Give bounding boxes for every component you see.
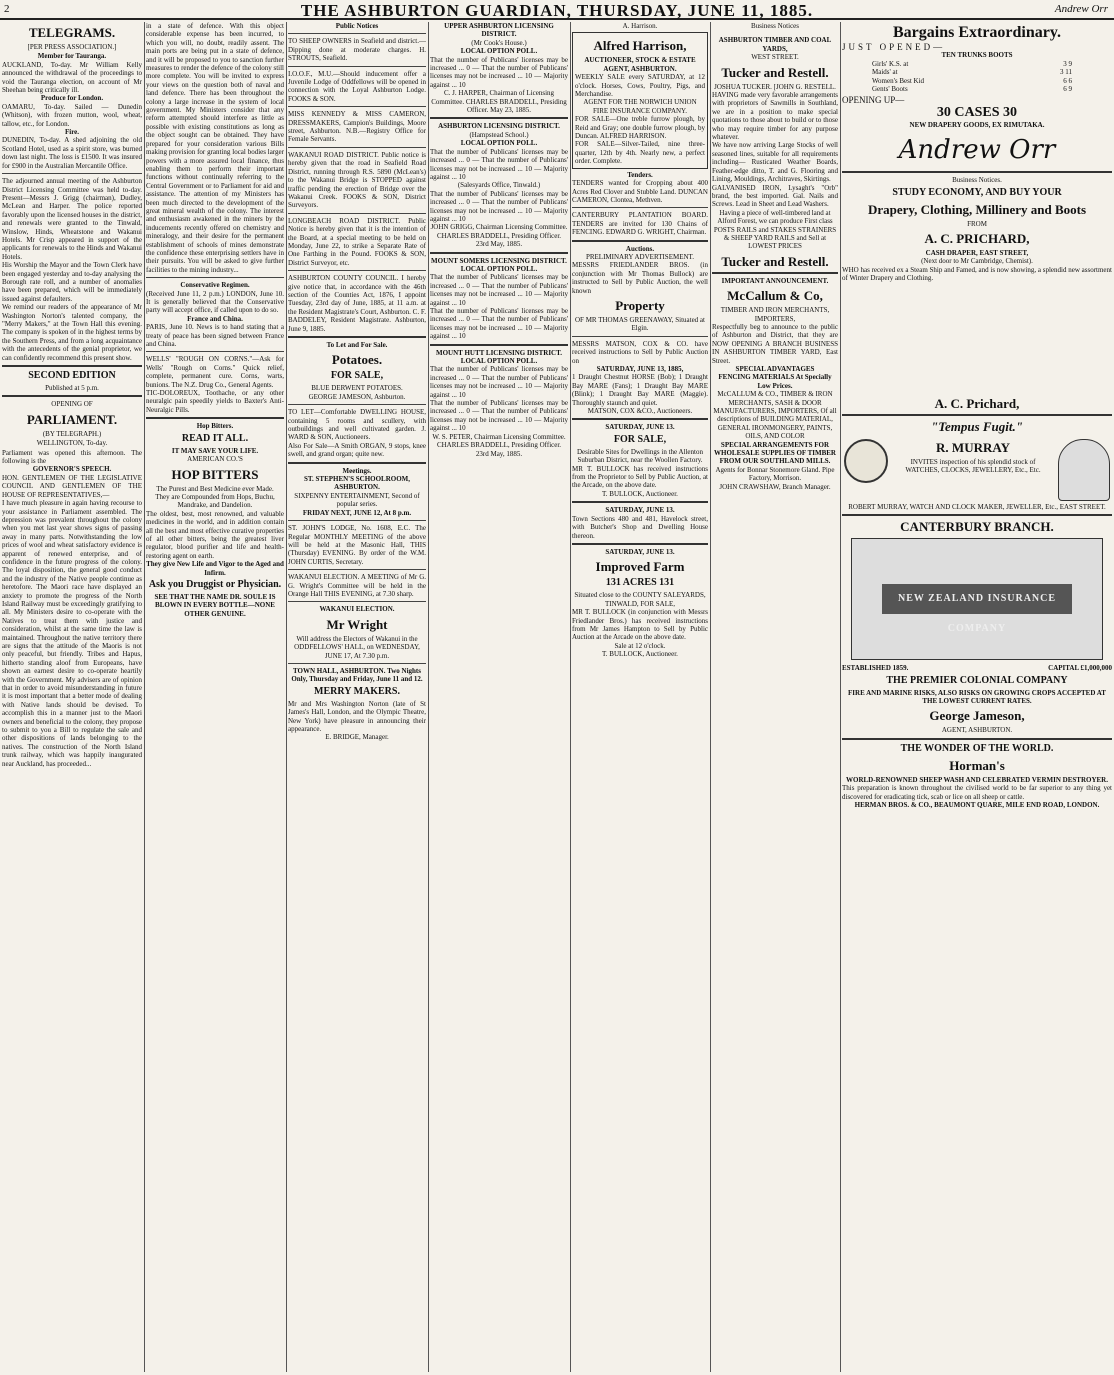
notice: MR T. BULLOCK (in conjunction with Messrs Friedlander Bros.) has received instructions from Mr James Hampton to Sell by Public Auction at the Arcade on the above date. <box>572 608 708 642</box>
notice: FRIDAY NEXT, JUNE 12, At 8 p.m. <box>302 508 412 517</box>
news-body: OAMARU, To-day. Sailed — Dunedin (Whitson), with frozen mutton, wool, wheat, tallow, etc., for London. <box>2 102 142 128</box>
column-rule <box>840 22 841 1372</box>
column-rule <box>428 22 429 1372</box>
acres: 131 ACRES 131 <box>605 577 675 589</box>
poll-table: That the number of Publicans' licenses may be increased ... 0 — That the number of Publicans' licenses may not be increased ... 10 — Majority against ... 10 <box>430 307 568 341</box>
column-licensing <box>430 22 568 1372</box>
telegrams-heading: TELEGRAMS. <box>28 25 116 40</box>
jameson-name: George Jameson, <box>929 708 1025 724</box>
news-body: Parliament was opened this afternoon. The following is the <box>2 448 142 466</box>
notice: Agents for Bonnar Stonemore Gland. Pipe Factory, Morrison. <box>715 465 835 483</box>
jameson-agent: AGENT, ASHBURTON. <box>941 726 1013 735</box>
prichard-next: (Next door to Mr Cambridge, Chemist). <box>921 257 1033 266</box>
cable-heading: France and China. <box>187 314 243 323</box>
speech-body: in a state of defence. With this object considerable expense has been incurred, to which you will, no doubt, readily assent. The main ports are being put in a state of defence, and it will be proposed to you to sanction further measures to render the defence of the colony still more complete. You will be invited to express your views on the question both of naval and land defence. There has been throughout the colony a large increase in the system of local government. My Ministers consider that any reform attempted should interfere as little as possible with existing constitutions as long as the object sought can be obtained. They have prepared for your consideration various Bills making provision for granting local bodies larger powers with a more assured local finance, thus enabling them to perform their important functions without continually referring to the Central Government or to Parliament for aid and assistance. The attention of my Ministers has been much directed to the development of the great mineral wealth of the colony. The interest and enthusiasm awakened in the miners by the inducements recently offered on chemistry and mineralogy, and their desire for the permanent establishment of schools of mines demonstrate the confidence these enterprising settlers have in their pursuits. You will be asked to give further facilities to the mining industry... <box>146 22 284 274</box>
pocket-watch-icon <box>844 439 888 483</box>
notice-heading: WAKANUI ELECTION. <box>319 605 395 614</box>
column-rule <box>570 22 571 1372</box>
notice: ST. JOHN'S LODGE, No. 1608, E.C. The Regular MONTHLY MEETING of the above will be held at the Masonic Hall, THIS (Thursday) EVENING. By order of the W.M. JOHN CURTIS, Secretary. <box>288 524 426 566</box>
notice: JOSHUA TUCKER. [JOHN G. RESTELL. <box>714 82 836 91</box>
notice: SATURDAY, JUNE 13. <box>605 423 675 432</box>
ad-text: TIC-DOLOREUX, Toothache, or any other neuralgic pain speedily yields to Baxter's Anti-Neuralgic Pills. <box>146 389 284 414</box>
prichard-sig: A. C. Prichard, <box>934 395 1020 411</box>
murray-body: INVITES inspection of his splendid stock of WATCHES, CLOCKS, JEWELLERY, Etc., Etc. <box>905 457 1041 475</box>
notice-heading: LOCAL OPTION POLL. <box>460 264 538 273</box>
notice: (Mr Cook's House.) <box>471 38 527 47</box>
hop-ask: Ask you Druggist or Physician. <box>148 578 282 590</box>
boots-price: 3 9 <box>1063 59 1072 68</box>
merry-makers: MERRY MAKERS. <box>314 685 400 697</box>
parliament-heading: PARLIAMENT. <box>26 411 118 427</box>
timber-heading: ASHBURTON TIMBER AND COAL YARDS, <box>718 36 832 53</box>
notice: MESSRS MATSON, COX & CO. have received instructions to Sell by Public Auction on <box>572 339 708 365</box>
boots-price: 6 6 <box>1063 76 1072 85</box>
column-public-notices <box>288 22 426 1372</box>
notice: SATURDAY, JUNE 13. <box>605 506 675 515</box>
notice: TO SHEEP OWNERS in Seafield and district.—Dipping done at moderate charges. H. STROUTS, Seafield. <box>288 37 426 63</box>
notice: MISS KENNEDY & MISS CAMERON, DRESSMAKERS, Campion's Buildings, Moore street, Ashburton. N.B.—Registry Office for Female Servants. <box>288 110 426 144</box>
column-auctions <box>572 22 708 1372</box>
section-heading: Public Notices <box>335 22 379 30</box>
harrison-trade: AUCTIONEER, STOCK & ESTATE AGENT, ASHBURTON. <box>584 56 696 73</box>
poll-table: That the number of Publicans' licenses may be increased ... 0 — That the number of Publicans' licenses may not be increased ... 10 — Majority against ... 10 <box>430 365 568 399</box>
notice: JOHN GRIGG, Chairman Licensing Committee. CHARLES BRADDELL, Presiding Officer. 23rd May, 1885. <box>430 223 568 249</box>
notice: T. BULLOCK, Auctioneer. <box>602 650 678 659</box>
notice: Town Sections 480 and 481, Havelock street, with Butcher's Shop and Dwelling House thereon. <box>572 514 708 540</box>
notice-heading: UPPER ASHBURTON LICENSING DISTRICT. <box>444 22 554 39</box>
news-body: The adjourned annual meeting of the Ashburton District Licensing Committee was held to-day. Present—Messrs J. Grigg (chairman), Dudley, McLean and Harper. The police reported favorably upon the licensed houses in the district, and renewals were granted to the Tinwald, Winslow, Hinds, Wheatstone and Wakanui Hotels. Mr Crisp appeared in support of the applicants for renewals to the Hinds and Wakanui Hotels. <box>2 177 142 261</box>
notice: Also For Sale—A Smith ORGAN, 9 stops, knee swell, and grand organ; quite new. <box>288 441 426 459</box>
canterbury-branch: CANTERBURY BRANCH. <box>900 519 1054 535</box>
hop-save: IT MAY SAVE YOUR LIFE. <box>171 446 259 455</box>
notice: Sale at 12 o'clock. <box>614 641 666 650</box>
cable-body: (Received June 11, 2 p.m.) LONDON, June 10. It is generally believed that the Conservative party will accept office, if called upon to do so. <box>146 289 284 315</box>
just-opened: JUST OPENED— <box>842 42 946 52</box>
capital: CAPITAL £1,000,000 <box>1048 664 1112 673</box>
notice: OF MR THOMAS GREENAWAY, Situated at Elgin. <box>575 315 705 333</box>
section-heading: Meetings. <box>342 466 372 475</box>
opening-of: OPENING OF <box>51 400 93 409</box>
speech-heading: GOVERNOR'S SPEECH. <box>32 465 112 474</box>
poll-table: That the number of Publicans' licenses may be increased ... 0 — That the number of Publicans' licenses may not be increased ... 10 — Majority against ... 10 <box>430 147 568 181</box>
hop-life: They give New Life and Vigor to the Aged and Infirm. <box>146 560 284 577</box>
section-heading: Auctions. <box>625 244 655 253</box>
insurance-name: NEW ZEALAND INSURANCE COMPANY <box>882 584 1072 614</box>
news-body: We remind our readers of the appearance of Mr Washington Norton's talented company, the "Merry Makers," at the Town Hall this evening. The company is spoken of in the highest terms by the Southern Press, and from a long acquaintance with the antecedents of the genial proprietor, we can confidently recommend this present show. <box>2 303 142 362</box>
column-rule <box>286 22 287 1372</box>
by-telegraph: (BY TELEGRAPH.) <box>42 429 102 438</box>
notice: (Hampstead School.) <box>469 130 529 139</box>
column-business <box>712 22 838 1372</box>
notice: (Salesyards Office, Tinwald.) <box>457 181 541 190</box>
notice: Will address the Electors of Wakanui in the ODDFELLOWS' HALL, on WEDNESDAY, JUNE 17, At 7.30 p.m. <box>294 634 420 660</box>
mccallum-name: McCallum & Co, <box>727 288 823 304</box>
notice: WAKANUI ROAD DISTRICT. Public notice is hereby given that the road in Seafield Road District, running through R.S. 5890 (McLean's) to the Wakanui Bridge is STOPPED against traffic pending the erection of Bridge over the Wakanui Creek. FOOKS & SON, District Surveyors. <box>288 150 426 210</box>
notice-heading: ST. STEPHEN'S SCHOOLROOM, ASHBURTON. <box>303 475 411 492</box>
section-heading: Tenders. <box>627 170 653 179</box>
notice-heading: LOCAL OPTION POLL. <box>460 357 538 366</box>
insurance-crest-icon <box>851 538 1103 660</box>
notice: MESSRS FRIEDLANDER BROS. (in conjunction with Mr Thomas Bullock) are instructed to Sell by Public Auction, the well known <box>572 261 708 295</box>
price-list-area <box>842 283 1112 393</box>
notice: 1 Draught Chestnut HORSE (Bob); 1 Draught Bay MARE (Fans); 1 Draught Bay MARE (Blink); 1 Draught Bay MARE (Maggie). Thoroughly staunch and quiet. <box>572 373 708 407</box>
notice: Situated close to the COUNTY SALEYARDS, TINWALD, FOR SALE, <box>574 591 706 608</box>
notice: PRELIMINARY ADVERTISEMENT. <box>585 252 695 261</box>
harrison-name: Alfred Harrison, <box>593 38 687 54</box>
poll-table: That the number of Publicans' licenses may be increased ... 0 — That the number of Publicans' licenses may not be increased ... 10 — Majority against ... 10 <box>430 55 568 89</box>
boots-label: Gents' Boots <box>872 85 908 94</box>
horman-body: This preparation is known throughout the civilised world to be far superior to any thing yet discovered for eradicating tick, scab or lice on all sheep or cattle. <box>842 784 1112 801</box>
mantel-clock-icon <box>1058 439 1110 501</box>
drapery-heading: Drapery, Clothing, Millinery and Boots <box>867 201 1087 217</box>
notice: CANTERBURY PLANTATION BOARD. TENDERS are invited for 130 Chains of FENCING. EDWARD G. WRIGHT, Chairman. <box>572 211 708 237</box>
boots-label: Girls' K.S. at <box>872 59 909 68</box>
ad-text: WELLS' "ROUGH ON CORNS."—Ask for Wells' "Rough on Corns." Quick relief, complete, permanent cure. Corns, warts, bunions. The N.Z. Drug Co., General Agents. <box>146 355 284 389</box>
published-time: Published at 5 p.m. <box>45 384 99 393</box>
section-heading: Business Notices. <box>952 176 1002 185</box>
horman-address: HERMAN BROS. & CO., BEAUMONT QUARE, MILE END ROAD, LONDON. <box>854 800 1100 809</box>
drapery-goods: NEW DRAPERY GOODS, EX RIMUTAKA. <box>909 120 1045 129</box>
boots-price-list <box>872 60 1072 94</box>
improved-farm: Improved Farm <box>595 559 685 575</box>
news-body: AUCKLAND, To-day. Mr William Kelly announced the withdrawal of the proceedings to void the Tauranga election, on account of Mr Sheehan being critically ill. <box>2 60 142 95</box>
notice: SATURDAY, JUNE 13. <box>605 547 675 556</box>
boots-price-row <box>872 77 1072 85</box>
notice-heading: TOWN HALL, ASHBURTON. Two Nights Only, Thursday and Friday, June 11 and 12. <box>291 666 423 684</box>
potatoes-heading: Potatoes. <box>331 352 383 368</box>
notice-heading: LOCAL OPTION POLL. <box>460 47 538 56</box>
notice: SATURDAY, JUNE 13, 1885, <box>596 365 684 373</box>
hop-read: READ IT ALL. <box>181 432 249 444</box>
second-edition-heading: SECOND EDITION <box>28 370 116 382</box>
derwent: BLUE DERWENT POTATOES. <box>311 384 403 393</box>
notice: FENCING MATERIALS At Specially Low Prices. <box>718 373 832 390</box>
notice: TO LET—Comfortable DWELLING HOUSE, containing 5 rooms and scullery, with outbuildings and well cultivated garden. J. WARD & SON, Auctioneers. <box>288 408 426 442</box>
speech-body: I have much pleasure in again having recourse to your assistance in Parliament assembled. The depression was prevalent throughout the colony when you met last year shows signs of passing away in many parts. Notwithstanding the low prices of wool and wheat satisfactory evidence is apparent of renewed enterprise, and of confidence in the future progress of the colony. The loyal disposition, the general good conduct and the industry of the Native people continue as heretofore. The Maori race have displayed an anxiety to promote the progress of the North Island Railway must be exceedingly gratifying to all. My Ministers desire to co-operate with the Natives to treat them with justice and consideration, whilst at the same time the law is maintained. Throughout the native territory there are signs that the attitude of the Maoris is not only peaceful, but friendly. Tribes and Hapus, hitherto standing aloof from Europeans, have shown an earnest desire to co-operate heartily with the Government. My advisers are of opinion that in order to avoid misunderstanding in future it is most important that a better mode of dealing with Native lands should be devised. To accomplish this in a manner just to the Maori owners and beneficial to the colony, they propose to submit to you a Bill to regulate the sale and other dispositions of lands belonging to the natives. The construction of the North Island trunk railway, which was happily inaugurated near Auckland, has proceeded... <box>2 499 142 768</box>
notice: T. BULLOCK, Auctioneer. <box>602 489 678 498</box>
firm-name: Tucker and Restell. <box>721 64 829 80</box>
poll-table: That the number of Publicans' licenses may be increased ... 0 — That the number of Publicans' licenses may not be increased ... 10 — Majority against ... 10 <box>430 273 568 307</box>
murray-sig: ROBERT MURRAY, WATCH AND CLOCK MAKER, JEWELLER, Etc., EAST STREET. <box>848 502 1106 511</box>
telegrams-sub: [PER PRESS ASSOCIATION.] <box>27 43 117 51</box>
news-body: His Worship the Mayor and the Town Clerk have been engaged yesterday and to-day analysing the Borough rate roll, and a number of anomalies have been prepared, which will be immediately issued against defaulters. <box>2 261 142 303</box>
section-heading: Business Notices <box>750 22 800 30</box>
notice: MATSON, COX &CO., Auctioneers. <box>587 407 693 416</box>
news-heading: Member for Tauranga. <box>37 52 107 61</box>
notice: AGENT FOR THE NORWICH UNION FIRE INSURANCE COMPANY. <box>583 98 697 115</box>
notice: FOR SALE, <box>613 433 667 445</box>
premier: THE PREMIER COLONIAL COMPANY <box>886 674 1068 686</box>
notice-heading: LOCAL OPTION POLL. <box>460 139 538 148</box>
poll-table: That the number of Publicans' licenses may be increased ... 0 — That the number of Publicans' licenses may not be increased ... 10 — Majority against ... 10 <box>430 399 568 433</box>
boots-price-row <box>872 60 1072 68</box>
established: ESTABLISHED 1859. <box>842 664 909 673</box>
wonder: THE WONDER OF THE WORLD. <box>900 742 1054 754</box>
notice: Mr and Mrs Washington Norton (late of St James's Hall, London, and the Olympic Theatre, New York) have pleasure in announcing their appearance. <box>288 699 426 733</box>
jameson: GEORGE JAMESON, Ashburton. <box>308 392 406 401</box>
prichard-body: WHO has received ex a Steam Ship and Famed, and is now showing, a splendid new assortment of Winter Drapery and Clothing. <box>842 265 1112 283</box>
prichard-name: A. C. PRICHARD, <box>924 231 1030 247</box>
prichard-address: CASH DRAPER, EAST STREET, <box>925 249 1029 258</box>
ten-trunks: TEN TRUNKS BOOTS <box>941 51 1013 60</box>
hop-compound: They are Compounded from Hops, Buchu, Mandrake, and Dandelion. <box>155 492 275 510</box>
notice: FOR SALE—One treble furrow plough, by Reid and Gray; one double furrow plough, by Duncan. ALFRED HARRISON. <box>575 115 705 141</box>
column-wide-ads <box>842 22 1112 1372</box>
notice: TENDERS wanted for Cropping about 400 Acres Red Clover and Stubble Land. DUNCAN CAMERON, Clontea, Methven. <box>572 179 708 204</box>
hop-heading: Hop Bitters. <box>196 422 234 431</box>
notice: WAKANUI ELECTION. A MEETING of Mr G. G. Wright's Committee will be held in the Orange Hall THIS EVENING, at 7.30 sharp. <box>288 573 426 598</box>
harrison-ad <box>572 32 708 168</box>
murray-name: R. MURRAY <box>936 439 1010 455</box>
boots-label: Women's Best Kid <box>872 76 925 85</box>
study-economy: STUDY ECONOMY, AND BUY YOUR <box>892 186 1062 198</box>
horman-sub: WORLD-RENOWNED SHEEP WASH AND CELEBRATED VERMIN DESTROYER. <box>846 775 1108 784</box>
firm-name: Tucker and Restell. <box>721 253 829 269</box>
horman-name: Horman's <box>949 757 1005 773</box>
boots-label: Maids' at <box>872 68 898 77</box>
notice: LONGBEACH ROAD DISTRICT. Public Notice is hereby given that it is the intention of the Board, at a special meeting to be held on Monday, June 22, to strike a Separate Rate of One Farthing in the Pound. FOOKS & SON, District Surveyor, etc. <box>288 216 426 267</box>
notice: TIMBER AND IRON MERCHANTS, IMPORTERS, <box>720 306 830 323</box>
page-header-right: Andrew Orr <box>1054 3 1108 15</box>
notice: E. BRIDGE, Manager. <box>325 733 389 742</box>
news-heading: Produce for London. <box>40 94 104 103</box>
insurance-facts <box>842 664 1112 672</box>
notice: I.O.O.F., M.U.—Should inducement offer a Juvenile Lodge of Oddfellows will be opened in connection with the Loyal Ashburton Lodge. FOOKS & SON. <box>288 69 426 103</box>
forsale: FOR SALE, <box>330 370 384 382</box>
column-rule <box>144 22 145 1372</box>
news-heading: Fire. <box>64 128 80 137</box>
tempus-fugit: "Tempus Fugit." <box>931 418 1023 434</box>
boots-price: 6 9 <box>1063 85 1072 94</box>
notice: C. J. HARPER, Chairman of Licensing Committee. CHARLES BRADDELL, Presiding Officer. May 23, 1885. <box>431 89 567 115</box>
boots-price: 3 11 <box>1060 68 1072 77</box>
section-heading: A. Harrison. <box>622 22 658 30</box>
newspaper-title: THE ASHBURTON GUARDIAN, THURSDAY, JUNE 11, 1885. <box>300 1 814 20</box>
notice: SPECIAL ADVANTAGES <box>735 365 815 373</box>
speech-salute: HON. GENTLEMEN OF THE LEGISLATIVE COUNCIL AND GENTLEMEN OF THE HOUSE OF REPRESENTATIVES,— <box>2 473 142 499</box>
notice: Respectfully beg to announce to the public of Ashburton and District, that they are NOW OPENING A BRANCH BUSINESS IN ASHBURTON TIMBER YARD, East Street. <box>712 322 838 365</box>
opening-up: OPENING UP— <box>842 95 905 106</box>
notice-heading: ASHBURTON LICENSING DISTRICT. <box>438 122 560 131</box>
signature: Andrew Orr <box>898 135 1056 166</box>
page-number-left: 2 <box>4 3 10 15</box>
notice: HAVING made very favorable arrangements with proprietors of Sawmills in Southland, we are in a position to make special quotations to those about to build or to those who may require timber for any purpose whatever. <box>712 91 838 142</box>
column-speech-cont <box>146 22 284 1372</box>
mr-wright: Mr Wright <box>326 616 388 632</box>
notice: SPECIAL ARRANGEMENTS FOR WHOLESALE SUPPLIES OF TIMBER FROM OUR SOUTHLAND MILLS. <box>714 440 836 466</box>
notice-heading: MOUNT HUTT LICENSING DISTRICT. <box>435 348 563 357</box>
column-news <box>2 22 142 1372</box>
notice: IMPORTANT ANNOUNCEMENT. <box>721 276 829 285</box>
hop-title: HOP BITTERS <box>171 466 259 482</box>
cases: 30 CASES 30 <box>936 104 1018 120</box>
cable-heading: Conservative Regimen. <box>180 281 250 290</box>
hop-see: SEE THAT THE NAME DR. SOULE IS BLOWN IN EVERY BOTTLE—NONE OTHER GENUINE. <box>154 592 276 618</box>
notice: Desirable Sites for Dwellings in the Allenton Suburban District, near the Woollen Factory. <box>577 447 703 465</box>
notice: WEEKLY SALE every SATURDAY, at 12 o'clock. Horses, Cows, Poultry, Pigs, and Merchandise. <box>575 73 705 99</box>
cable-body: PARIS, June 10. News is to hand stating that a treaty of peace has been signed between France and China. <box>146 323 284 349</box>
notice: We have now arriving Large Stocks of well seasoned lines, suitable for all requirements including— Rusticated Weather Boards, Feather-edge ditto, T. and G. Flooring and Lining, Mouldings, Architraves, Skirtings. <box>712 141 838 184</box>
murray-ad <box>842 437 1112 503</box>
section-heading: To Let and For Sale. <box>326 341 388 349</box>
news-body: DUNEDIN, To-day. A shed adjoining the old Scotland Hotel, used as a spirit store, was burned down last night. The loss is £1500. It was insured for £900 in the Australian Mercantile Office. <box>2 136 142 170</box>
bargains-heading: Bargains Extraordinary. <box>892 24 1061 41</box>
notice: Having a piece of well-timbered land at Alford Forest, we can produce First class POSTS RAILS and STAKES STRAINERS & SHEEP YARD RAILS and Sell at LOWEST PRICES <box>713 208 837 251</box>
notice: WEST STREET. <box>751 53 799 62</box>
boots-price-row <box>872 68 1072 76</box>
hop-purest: The Purest and Best Medicine ever Made. <box>156 484 274 493</box>
notice: ASHBURTON COUNTY COUNCIL. I hereby give notice that, in accordance with the 46th section of the Counties Act, 1876, I appoint Tuesday, 23rd day of June, 1885, at 11 a.m. at the Resident Magistrate's Court, Ashburton. C. F. BADDELEY, Resident Magistrate. Ashburton, June 9, 1885. <box>288 274 426 333</box>
dateline: WELLINGTON, To-day. <box>36 439 108 448</box>
notice: FOR SALE—Silver-Tailed, nine three-quarter, 12th by 4th. Nearly new, a perfect order. Complete. <box>575 140 705 166</box>
column-rule <box>710 22 711 1372</box>
notice: JOHN CRAWSHAW, Branch Manager. <box>719 482 831 491</box>
hop-body: The oldest, best, most renowned, and valuable medicines in the world, and in addition contain all the best and most effective curative properties of all other bitters, being the greatest liver regulator, blood purifier and life and health-restoring agent on earth. <box>146 509 284 560</box>
boots-price-row <box>872 85 1072 93</box>
poll-table: That the number of Publicans' licenses may be increased ... 0 — That the number of Publicans' licenses may not be increased ... 10 — Majority against ... 10 <box>430 189 568 223</box>
notice: GALVANISED IRON, Lysaght's "Orb" brand, the best imported. Gal. Nails and Screws. Lead in Sheet and Lead Washers. <box>712 183 838 209</box>
from: FROM <box>967 219 987 228</box>
notice: SIXPENNY ENTERTAINMENT, Second of popular series. <box>294 491 420 509</box>
fire-risks: FIRE AND MARINE RISKS, ALSO RISKS ON GROWING CROPS ACCEPTED AT THE LOWEST CURRENT RATES. <box>848 688 1106 705</box>
notice: W. S. PETER, Chairman Licensing Committee. CHARLES BRADDELL, Presiding Officer. 23rd May, 1885. <box>432 432 566 458</box>
notice-heading: MOUNT SOMERS LICENSING DISTRICT. <box>431 256 567 265</box>
property-heading: Property <box>615 297 665 313</box>
masthead <box>0 0 1114 20</box>
notice: MR T. BULLOCK has received instructions from the Proprietor to Sell by Public Auction, at the Arcade, on the above date. <box>572 464 708 490</box>
hop-american: AMERICAN CO.'S <box>187 455 243 464</box>
notice: McCALLUM & CO., TIMBER & IRON MERCHANTS, SASH & DOOR MANUFACTURERS, IMPORTERS, Of all descriptions of BUILDING MATERIAL, GENERAL IRONMONGERY, PAINTS, OILS, AND COLOR <box>713 390 837 441</box>
